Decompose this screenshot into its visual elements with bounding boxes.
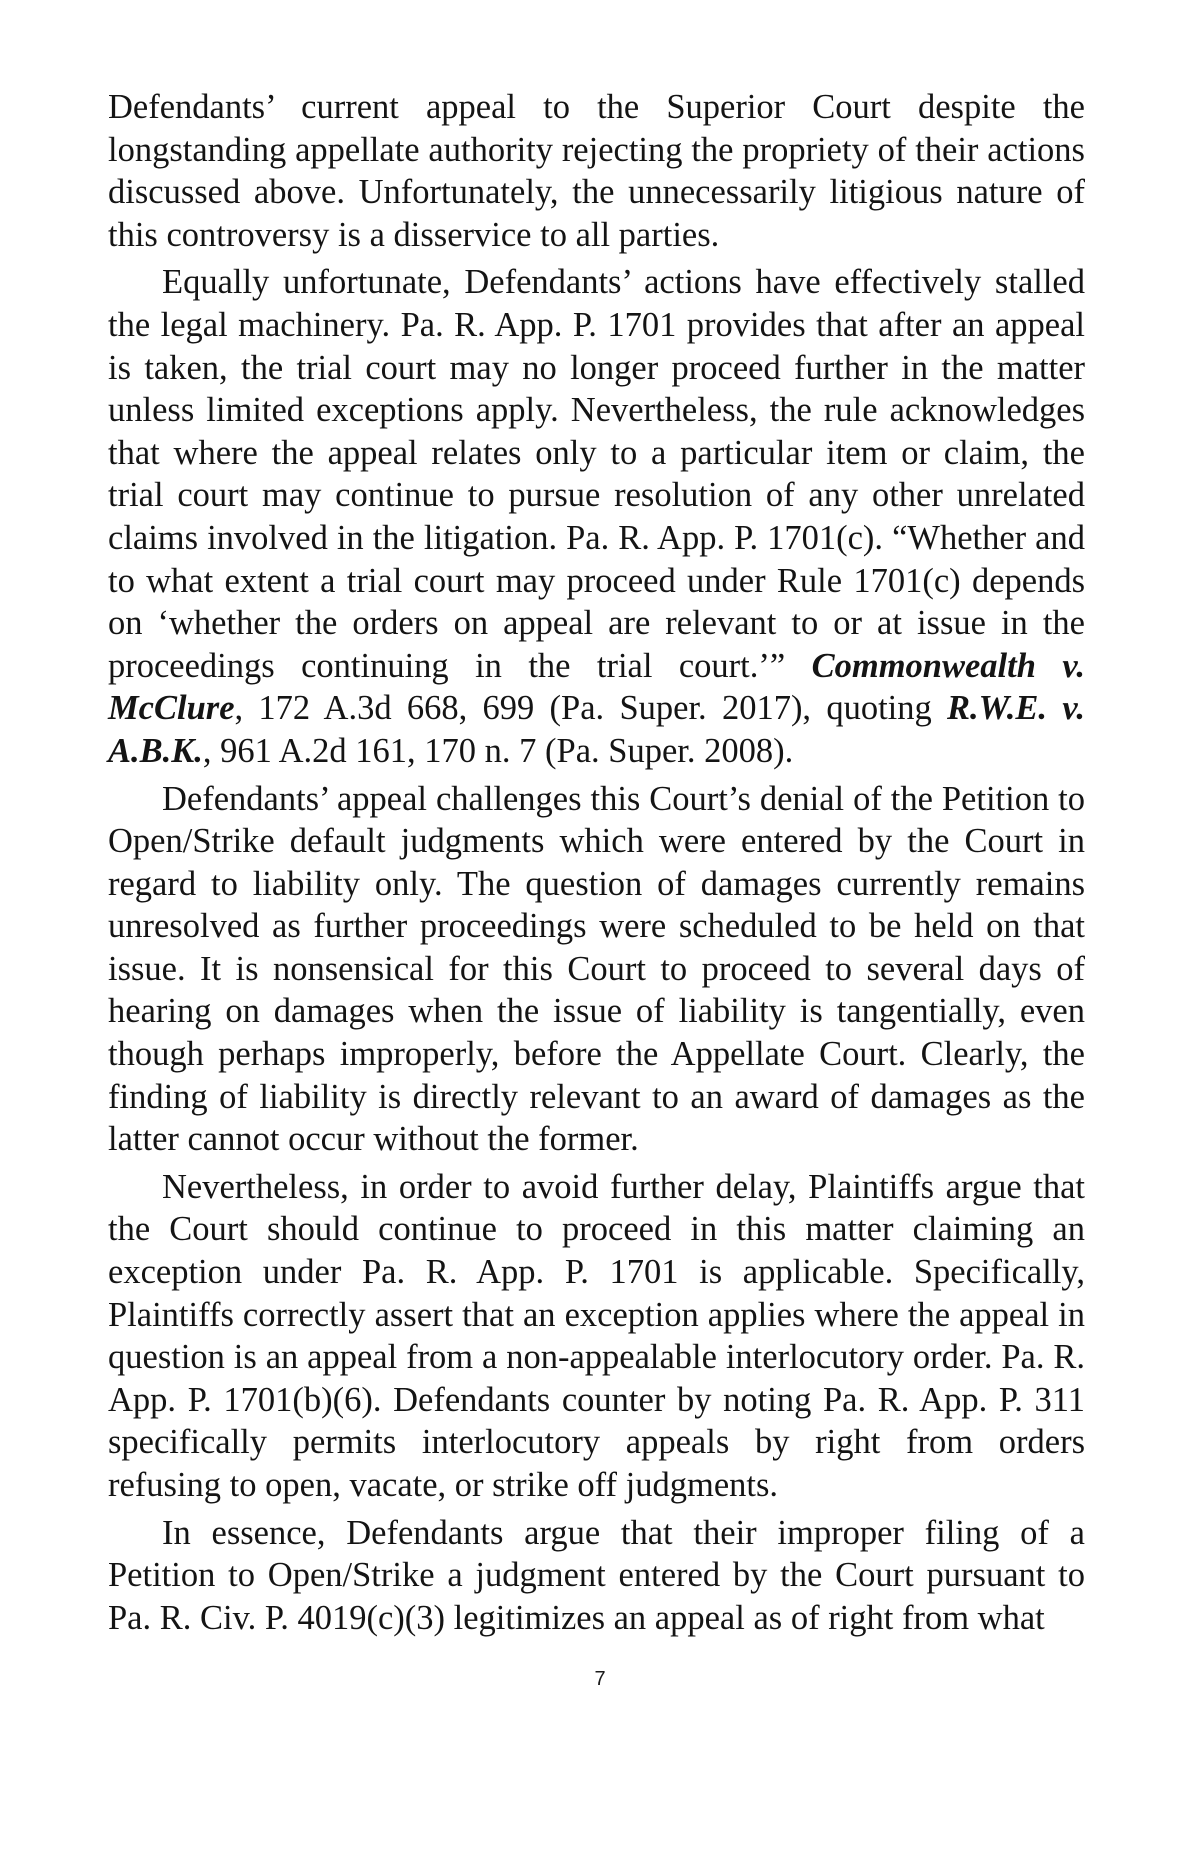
paragraph-text: Nevertheless, in order to avoid further delay, Plaintiffs argue that the Court should continue to proceed in this matter claiming an exception under Pa. R. App. P. 1701 is applicable. Specifically, Plaintiffs correctly assert that an exception applies where the appeal in question is an appeal from a non-appealable interlocutory order. Pa. R. App. P. 1701(b)(6). Defendants counter by noting Pa. R. App. P. 311 specifically permits interlocutory appeals by right from orders refusing to open, vacate, or strike off judgments. [108, 1167, 1085, 1504]
page-number: 7 [594, 1668, 606, 1690]
paragraph-text: , 172 A.3d 668, 699 (Pa. Super. 2017), quoting [234, 689, 948, 728]
paragraph-text: In essence, Defendants argue that their improper filing of a Petition to Open/Strike a judgment entered by the Court pursuant to Pa. R. Civ. P. 4019(c)(3) legitimizes an appeal as of right from what [108, 1513, 1085, 1637]
paragraph [108, 1512, 1085, 1640]
paragraph-text: Defendants’ current appeal to the Superior Court despite the longstanding appellate authority rejecting the propriety of their actions discussed above. Unfortunately, the unnecessarily litigious nature of this controversy is a disservice to all parties. [108, 88, 1085, 254]
paragraph-text: Equally unfortunate, Defendants’ actions have effectively stalled the legal machinery. Pa. R. App. P. 1701 provides that after an appeal is taken, the trial court may no longer proceed further in the matter unless limited exceptions apply. Nevertheless, the rule acknowledges that where the appeal relates only to a particular item or claim, the trial court may continue to pursue resolution of any other unrelated claims involved in the litigation. Pa. R. App. P. 1701(c). “Whether and to what extent a trial court may proceed under Rule 1701(c) depends on ‘whether the orders on appeal are relevant to or at issue in the proceedings continuing in the trial court.’” [108, 263, 1085, 685]
case-citation: Commonwealth v. McClure [108, 646, 1085, 728]
paragraph [108, 86, 1085, 256]
document-body [108, 86, 1085, 1639]
paragraph-text: , 961 A.2d 161, 170 n. 7 (Pa. Super. 2008). [202, 731, 794, 770]
paragraph [108, 778, 1085, 1161]
paragraph [108, 261, 1085, 772]
paragraph-text: Defendants’ appeal challenges this Court’s denial of the Petition to Open/Strike default judgments which were entered by the Court in regard to liability only. The question of damages currently remains unresolved as further proceedings were scheduled to be held on that issue. It is nonsensical for this Court to proceed to several days of hearing on damages when the issue of liability is tangentially, even though perhaps improperly, before the Appellate Court. Clearly, the finding of liability is directly relevant to an award of damages as the latter cannot occur without the former. [108, 779, 1085, 1159]
paragraph [108, 1166, 1085, 1507]
case-citation: R.W.E. v. A.B.K. [108, 689, 1085, 770]
